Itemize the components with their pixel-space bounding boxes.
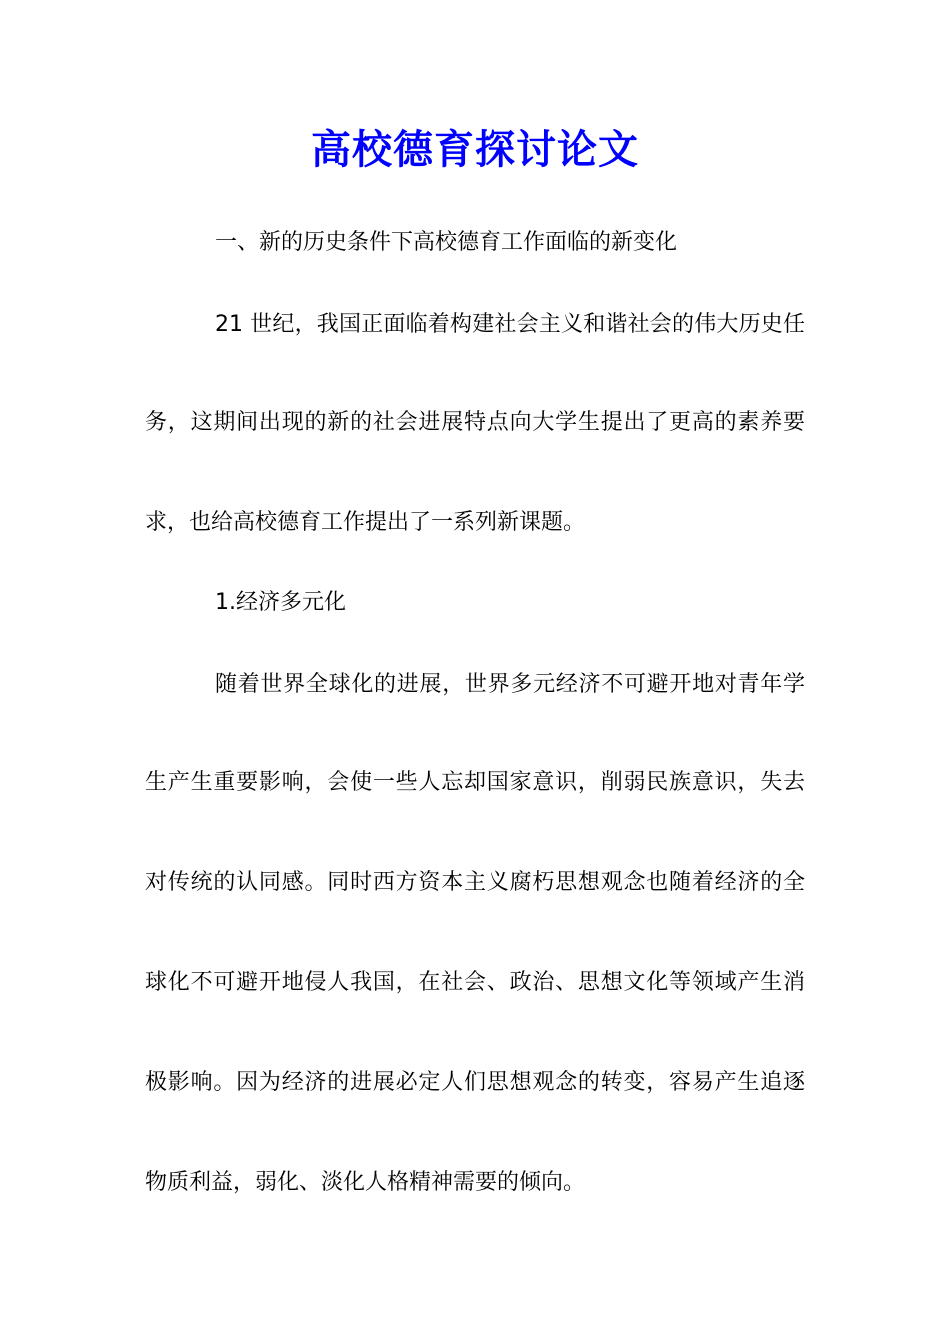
paragraph2-line2: 生产生重要影响，会使一些人忘却国家意识，削弱民族意识，失去 xyxy=(145,770,805,795)
document-title: 高校德育探讨论文 xyxy=(311,126,639,173)
paragraph2-line6: 物质利益，弱化、淡化人格精神需要的倾向。 xyxy=(145,1170,586,1195)
paragraph1-line1: 21 世纪，我国正面临着构建社会主义和谐社会的伟大历史任 xyxy=(215,312,805,337)
paragraph2-line3: 对传统的认同感。同时西方资本主义腐朽思想观念也随着经济的全 xyxy=(145,870,805,895)
section-heading: 一、新的历史条件下高校德育工作面临的新变化 xyxy=(215,230,678,255)
subheading-economy: 1.经济多元化 xyxy=(215,590,346,615)
paragraph2-line5: 极影响。因为经济的进展必定人们思想观念的转变，容易产生追逐 xyxy=(145,1070,805,1095)
paragraph1-line2: 务，这期间出现的新的社会进展特点向大学生提出了更高的素养要 xyxy=(145,410,805,435)
paragraph2-line1: 随着世界全球化的进展，世界多元经济不可避开地对青年学 xyxy=(215,672,805,697)
paragraph1-line3: 求，也给高校德育工作提出了一系列新课题。 xyxy=(145,510,586,535)
paragraph2-line4: 球化不可避开地侵人我国，在社会、政治、思想文化等领域产生消 xyxy=(145,970,805,995)
